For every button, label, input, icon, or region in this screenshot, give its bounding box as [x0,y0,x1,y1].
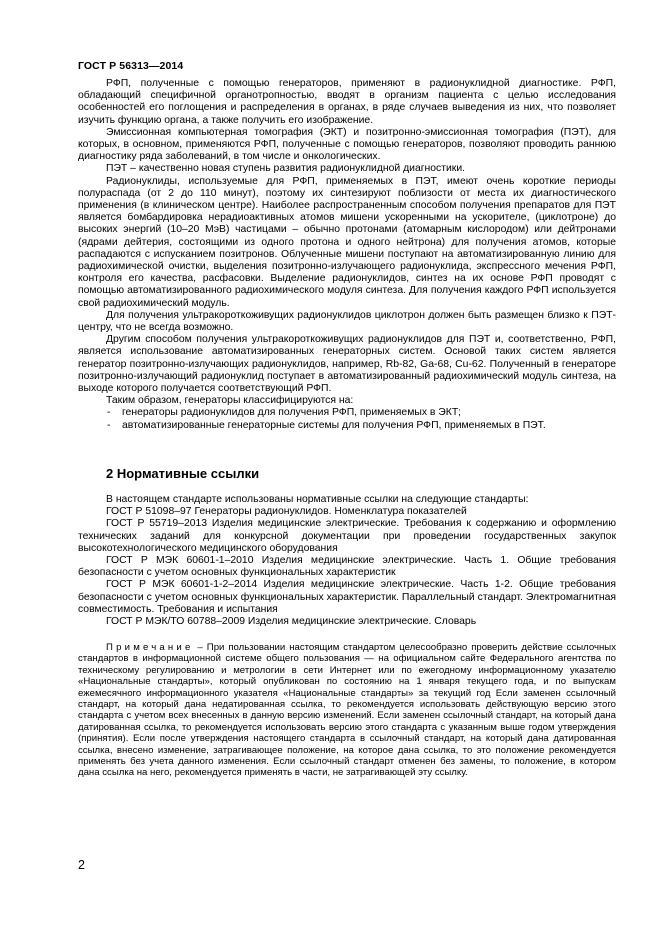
reference-item: ГОСТ Р МЭК 60601-1–2010 Изделия медицинские электрические. Часть 1. Общие требования безопасности с учетом основных функциональных характеристик [78,555,616,579]
normative-references [78,494,616,628]
reference-item: ГОСТ Р МЭК/ТО 60788–2009 Изделия медицинские электрические. Словарь [106,616,477,628]
list-item: - автоматизированные генераторные системы для получения РФП, применяемых в ПЭТ. [107,419,546,431]
note-text: – При пользовании настоящим стандартом целесообразно проверить действие ссылочных стандартов в информационной системе общего пользования — на официальном сайте Федерального агентства по техническому регулированию и метрологии в сети Интернет или по ежегодному информационному указателю «Национальные стандарты», который опубликован по состоянию на 1 января текущего года, и по выпускам ежемесячного информационного указателя «Национальные стандарты» за текущий год Если заменен ссылочный стандарт, на который дана недатированная ссылка, то рекомендуется использовать действующую версию этого стандарта с учетом всех внесенных в данную версию изменений. Если заменен ссылочный стандарт, на который дана датированная ссылка, то рекомендуется использовать версию этого стандарта с указанным выше годом утверждения (принятия). Если после утверждения настоящего стандарта в ссылочный стандарт, на который дана датированная ссылка, внесено изменение, затрагивающее положение, на которое дана ссылка, то это положение рекомендуется применять без учета данного изменения. Если ссылочный стандарт отменен без замены, то положение, в котором дана ссылка на него, рекомендуется применять в части, не затрагивающей эту ссылку. [78,642,616,779]
reference-intro: В настоящем стандарте использованы нормативные ссылки на следующие стандарты: [106,494,529,505]
paragraph: РФП, полученные с помощью генераторов, применяют в радионуклидной диагностике. РФП, обладающий специфичной органотропностью, вводят в организм пациента с целью исследования особенностей его поглощения и распределения в органах, в ряде случаев выведения из них, что позволяет изучить функцию органа, а также получить его изображение. [78,78,616,126]
reference-item: ГОСТ Р МЭК 60601-1-2–2014 Изделия медицинские электрические. Часть 1-2. Общие требования безопасности с учетом основных функциональных характеристик. Параллельный стандарт. Электромагнитная совместимость. Требования и испытания [78,579,616,615]
reference-item: ГОСТ Р 51098–97 Генераторы радионуклидов. Номенклатура показателей [106,506,467,518]
list-item-text: автоматизированные генераторные системы для получения РФП, применяемых в ПЭТ. [122,419,546,431]
note-block [78,642,616,779]
paragraph: ПЭТ – качественно новая ступень развития радионуклидной диагностики. [106,163,466,175]
note-label: Примечание [106,642,194,653]
paragraph: Другим способом получения ультракороткоживущих радионуклидов для ПЭТ и, соответственно, РФП, является использование автоматизированных генераторных систем. Основой таких систем является генератор позитронно-излучающих радионуклидов, например, Rb-82, Ga-68, Cu-62. Полученный в генераторе позитронно-излучающий радионуклид поступает в автоматизированный радиохимический модуль синтеза, на выходе которого получается соответствующий РФП. [78,334,616,395]
reference-item: ГОСТ Р 55719–2013 Изделия медицинские электрические. Требования к содержанию и оформлению технических заданий для конкурсной документации при проведении государственных закупок высокотехнологического медицинского оборудования [78,518,616,554]
paragraph: Для получения ультракороткоживущих радионуклидов циклотрон должен быть размещен близко к ПЭТ-центру, что не всегда возможно. [78,309,616,334]
page-number: 2 [78,858,85,872]
section-1-body [78,78,616,432]
paragraph: Радионуклиды, используемые для РФП, применяемых в ПЭТ, имеют очень короткие периоды полураспада (от 2 до 110 минут), поэтому их синтезируют поблизости от места их диагностического применения (в клиническом центре). Наиболее распространенным способом получения препаратов для ПЭТ является бомбардировка нерадиоактивных атомов мишени ускоренными на ускорителе, (циклотроне) до высоких энергий (10–20 МэВ) частицами – обычно протонами (атомарным кислородом) или дейтронами (ядрами дейтерия, состоящими из одного протона и одного нейтрона) для получения атомов, которые распадаются с испусканием позитронов. Облученные мишени поступают на автоматизированную линию для радиохимической очистки, выделения позитронно-излучающего радионуклида, экспрессного мечения РФП, контроля его качества, расфасовки. Выделение радионуклидов, синтез на их основе РФП проводят с помощью автоматизированного радиохимического модуля синтеза. Для получения каждого РФП используется свой радиохимический модуль. [78,175,616,309]
list-item-text: генераторы радионуклидов для получения РФП, применяемых в ЭКТ; [122,407,462,419]
list-item: - генераторы радионуклидов для получения РФП, применяемых в ЭКТ; [107,407,462,419]
section-title: 2 Нормативные ссылки [106,466,260,481]
paragraph: Таким образом, генераторы классифицируются на: [106,395,354,407]
paragraph: Эмиссионная компьютерная томография (ЭКТ) и позитронно-эмиссионная томография (ПЭТ), для которых, в основном, применяются РФП, полученные с помощью генераторов, позволяют проводить раннюю диагностику ряда заболеваний, в том числе и онкологических. [78,126,616,163]
document-header: ГОСТ Р 56313—2014 [78,60,184,72]
